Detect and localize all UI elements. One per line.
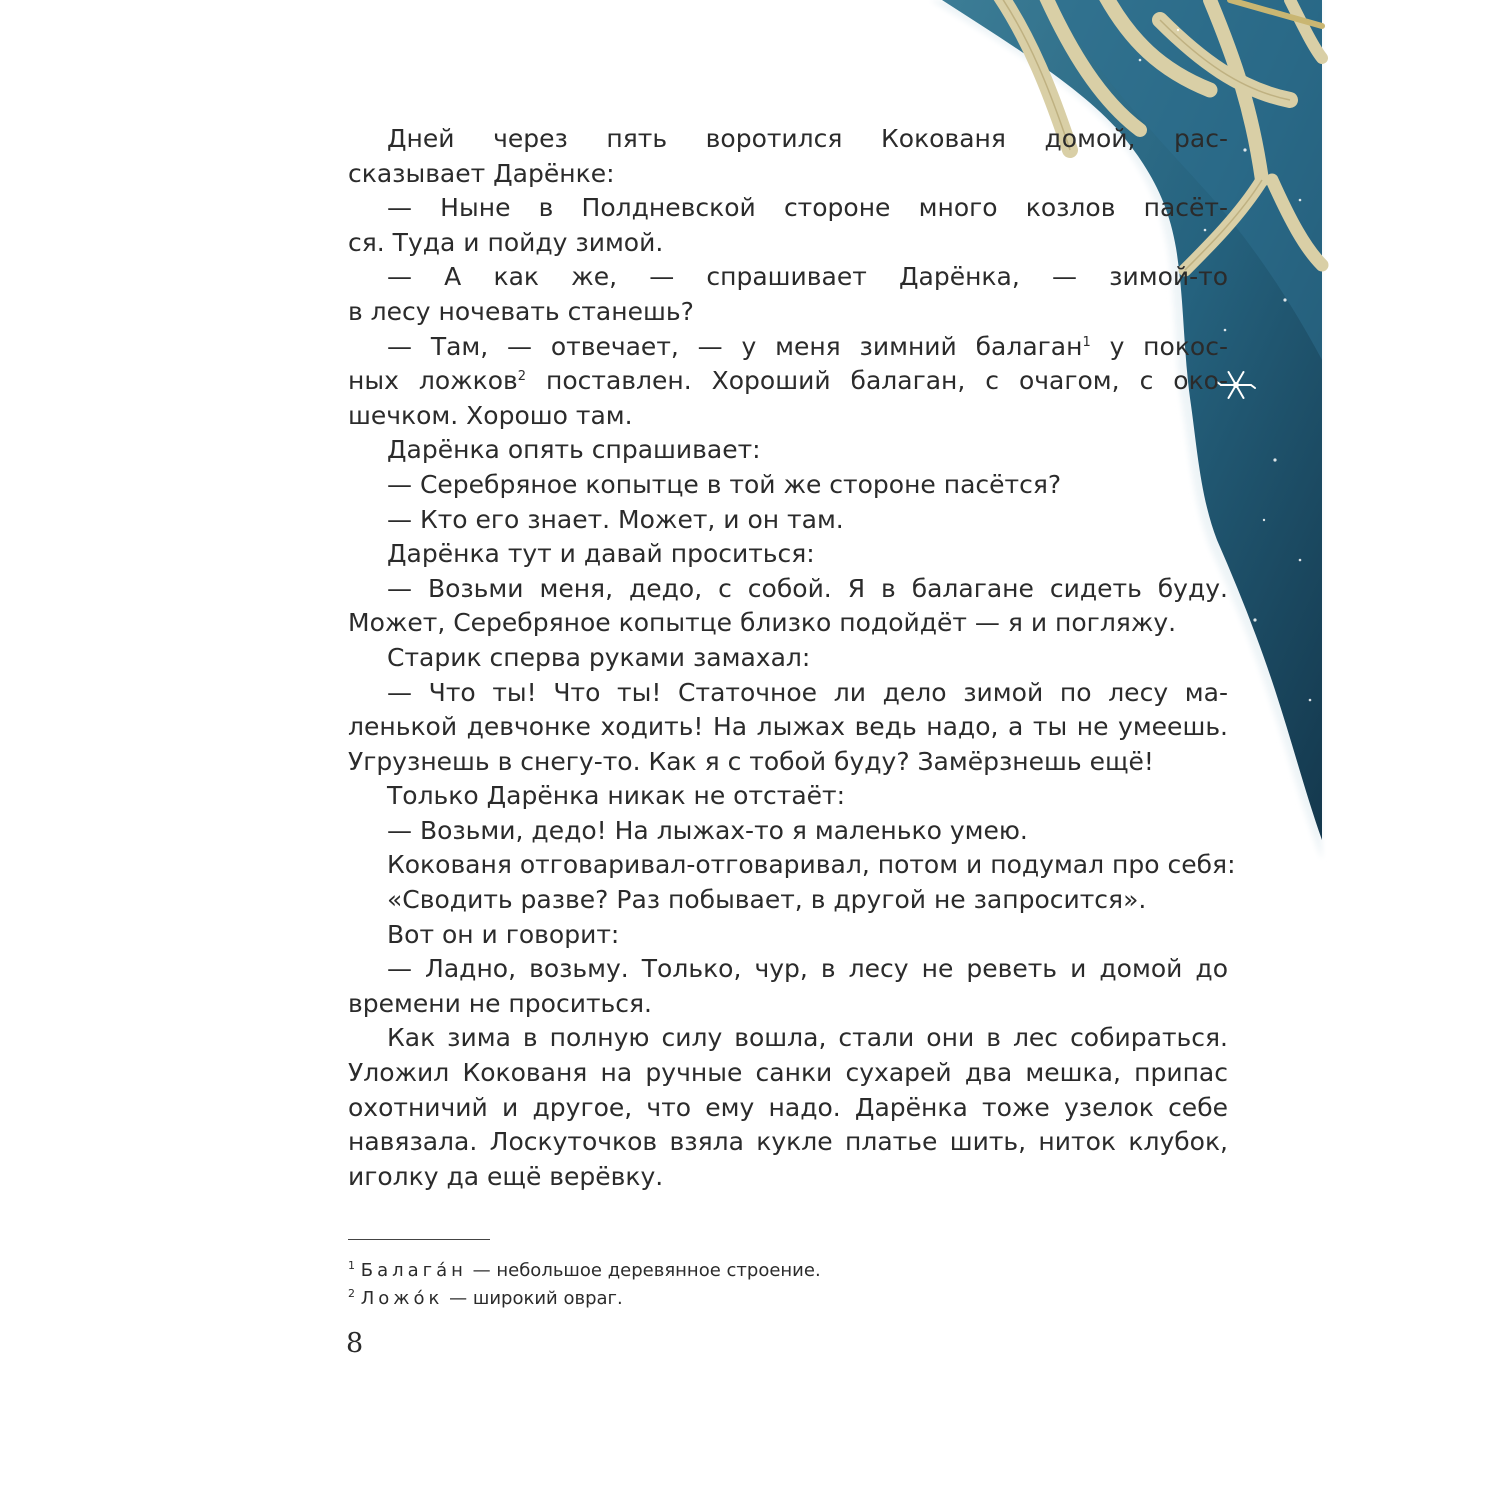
text-line: Дарёнка тут и давай проситься: bbox=[387, 539, 815, 569]
footnote-mark: 2 bbox=[348, 1287, 355, 1300]
footnote bbox=[348, 1257, 821, 1285]
text-line: Может, Серебряное копытце близко подойдёт — я и погляжу. bbox=[348, 608, 1177, 638]
footnote-mark: 1 bbox=[348, 1259, 355, 1272]
text-line: в лесу ночевать станешь? bbox=[348, 296, 694, 326]
text-line: Кокованя отговаривал-отговаривал, потом и подумал про себя: bbox=[387, 850, 1236, 880]
text-line: — Ладно, возьму. Только, чур, в лесу не реветь и домой до bbox=[387, 954, 1228, 984]
text-line: шечком. Хорошо там. bbox=[348, 400, 633, 430]
text-line: Как зима в полную силу вошла, стали они в лес собираться. bbox=[387, 1023, 1228, 1053]
footnote-definition: — широкий овраг. bbox=[449, 1288, 623, 1309]
text-line: ленькой девчонке ходить! На лыжах ведь надо, а ты не умеешь. bbox=[348, 712, 1228, 742]
text-line: навязала. Лоскуточков взяла кукле платье шить, ниток клубок, bbox=[348, 1127, 1228, 1157]
text-line bbox=[348, 330, 1228, 365]
text-line: Угрузнешь в снегу-то. Как я с тобой буду? Замёрзнешь ещё! bbox=[348, 746, 1154, 776]
text-line: Вот он и говорит: bbox=[387, 919, 620, 949]
text-line: — Возьми, дедо! На лыжах-то я маленько умею. bbox=[387, 815, 1028, 845]
footnote-term: Ложо́к bbox=[360, 1288, 444, 1309]
text-line: — А как же, — спрашивает Дарёнка, — зимой-то bbox=[387, 262, 1228, 292]
text-line: Дней через пять воротился Кокованя домой, рас- bbox=[387, 124, 1228, 153]
text-line: «Сводить разве? Раз побывает, в другой не запросится». bbox=[387, 885, 1147, 915]
text-line: Дарёнка опять спрашивает: bbox=[387, 435, 761, 465]
text-fragment: ных ложков bbox=[348, 366, 518, 396]
text-line: сказывает Дарёнке: bbox=[348, 158, 615, 188]
footnotes bbox=[348, 1257, 821, 1313]
footnote-ref: 2 bbox=[517, 369, 527, 385]
text-fragment: поставлен. Хороший балаган, с очагом, с око- bbox=[546, 366, 1228, 396]
text-line: иголку да ещё верёвку. bbox=[348, 1161, 664, 1191]
text-line: времени не проситься. bbox=[348, 988, 652, 1018]
footnote-divider bbox=[348, 1239, 490, 1240]
text-line: — Кто его знает. Может, и он там. bbox=[387, 504, 844, 534]
text-line: ся. Туда и пойду зимой. bbox=[348, 227, 664, 257]
footnote-definition: — небольшое деревянное строение. bbox=[472, 1260, 821, 1281]
page-number: 8 bbox=[346, 1328, 364, 1359]
text-line: Старик сперва руками замахал: bbox=[387, 642, 811, 672]
text-line: Только Дарёнка никак не отстаёт: bbox=[387, 781, 846, 811]
footnote-ref: 1 bbox=[1082, 334, 1091, 350]
footnote bbox=[348, 1285, 821, 1313]
story-text bbox=[348, 122, 1236, 1194]
text-line: — Что ты! Что ты! Статочное ли дело зимой по лесу ма- bbox=[387, 677, 1228, 707]
text-line: — Серебряное копытце в той же стороне пасётся? bbox=[387, 469, 1062, 499]
text-line: — Возьми меня, дедо, с собой. Я в балагане сидеть буду. bbox=[387, 573, 1228, 603]
text-fragment: — Там, — отвечает, — у меня зимний балаган bbox=[387, 331, 1083, 361]
text-line: Уложил Кокованя на ручные санки сухарей два мешка, припас bbox=[348, 1058, 1228, 1088]
text-fragment: у покос- bbox=[1109, 331, 1228, 361]
text-line bbox=[348, 364, 1228, 399]
text-line: охотничий и другое, что ему надо. Дарёнка тоже узелок себе bbox=[348, 1092, 1228, 1122]
footnote-term: Балага́н bbox=[360, 1260, 467, 1281]
text-line: — Ныне в Полдневской стороне много козлов пасёт- bbox=[387, 193, 1228, 223]
